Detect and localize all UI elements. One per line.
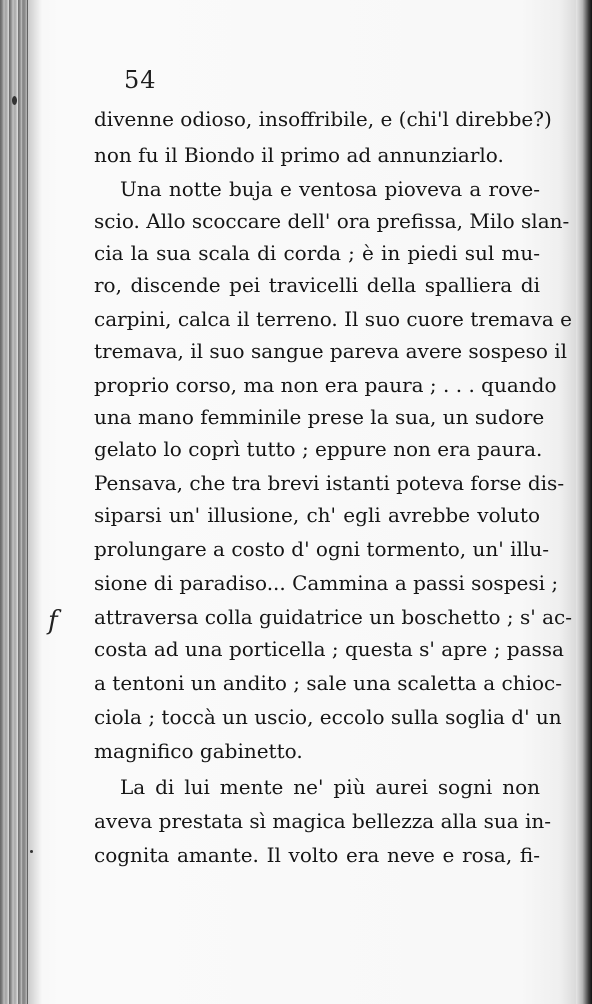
page-edge: [576, 0, 592, 1004]
text-line: divenne odioso, insoffribile, e (chi'l direbbe?): [94, 107, 552, 131]
text-line: sione di paradiso... Cammina a passi sospesi ;: [94, 571, 559, 595]
text-line: a tentoni un andito ; sale una scaletta a chioc-: [94, 671, 562, 695]
print-speck: [12, 96, 17, 105]
text-line: carpini, calca il terreno. Il suo cuore tremava e: [94, 307, 572, 331]
text-line: prolungare a costo d' ogni tormento, un' illu-: [94, 537, 549, 561]
text-line: Una notte buja e ventosa pioveva a rove-: [120, 177, 540, 201]
text-line: cia la sua scala di corda ; è in piedi sul mu-: [94, 241, 540, 265]
text-line: Pensava, che tra brevi istanti poteva forse dis-: [94, 471, 565, 495]
text-line: costa ad una porticella ; questa s' apre ; passa: [94, 637, 564, 661]
text-line: magnifico gabinetto.: [94, 739, 303, 763]
margin-mark: f: [48, 606, 58, 636]
text-line: gelato lo coprì tutto ; eppure non era paura.: [94, 437, 543, 461]
text-line: cognita amante. Il volto era neve e rosa, fi-: [94, 843, 540, 867]
text-line: ro, discende pei travicelli della spalliera di: [94, 273, 540, 297]
page-number: 54: [124, 66, 157, 94]
text-line: aveva prestata sì magica bellezza alla sua in-: [94, 809, 552, 833]
text-line: attraversa colla guidatrice un boschetto ; s' ac-: [94, 605, 572, 629]
print-speck: [30, 850, 33, 853]
spine-shadow: [22, 0, 42, 1004]
text-line: ciola ; toccà un uscio, eccolo sulla soglia d' un: [94, 705, 562, 729]
text-line: proprio corso, ma non era paura ; . . . quando: [94, 373, 557, 397]
text-line: tremava, il suo sangue pareva avere sospeso il: [94, 339, 568, 363]
text-line: La di lui mente ne' più aurei sogni non: [120, 775, 540, 799]
text-line: una mano femminile prese la sua, un sudore: [94, 405, 545, 429]
text-line: siparsi un' illusione, ch' egli avrebbe voluto: [94, 503, 540, 527]
text-line: scio. Allo scoccare dell' ora prefissa, Milo slan-: [94, 209, 570, 233]
text-line: non fu il Biondo il primo ad annunziarlo.: [94, 143, 504, 167]
